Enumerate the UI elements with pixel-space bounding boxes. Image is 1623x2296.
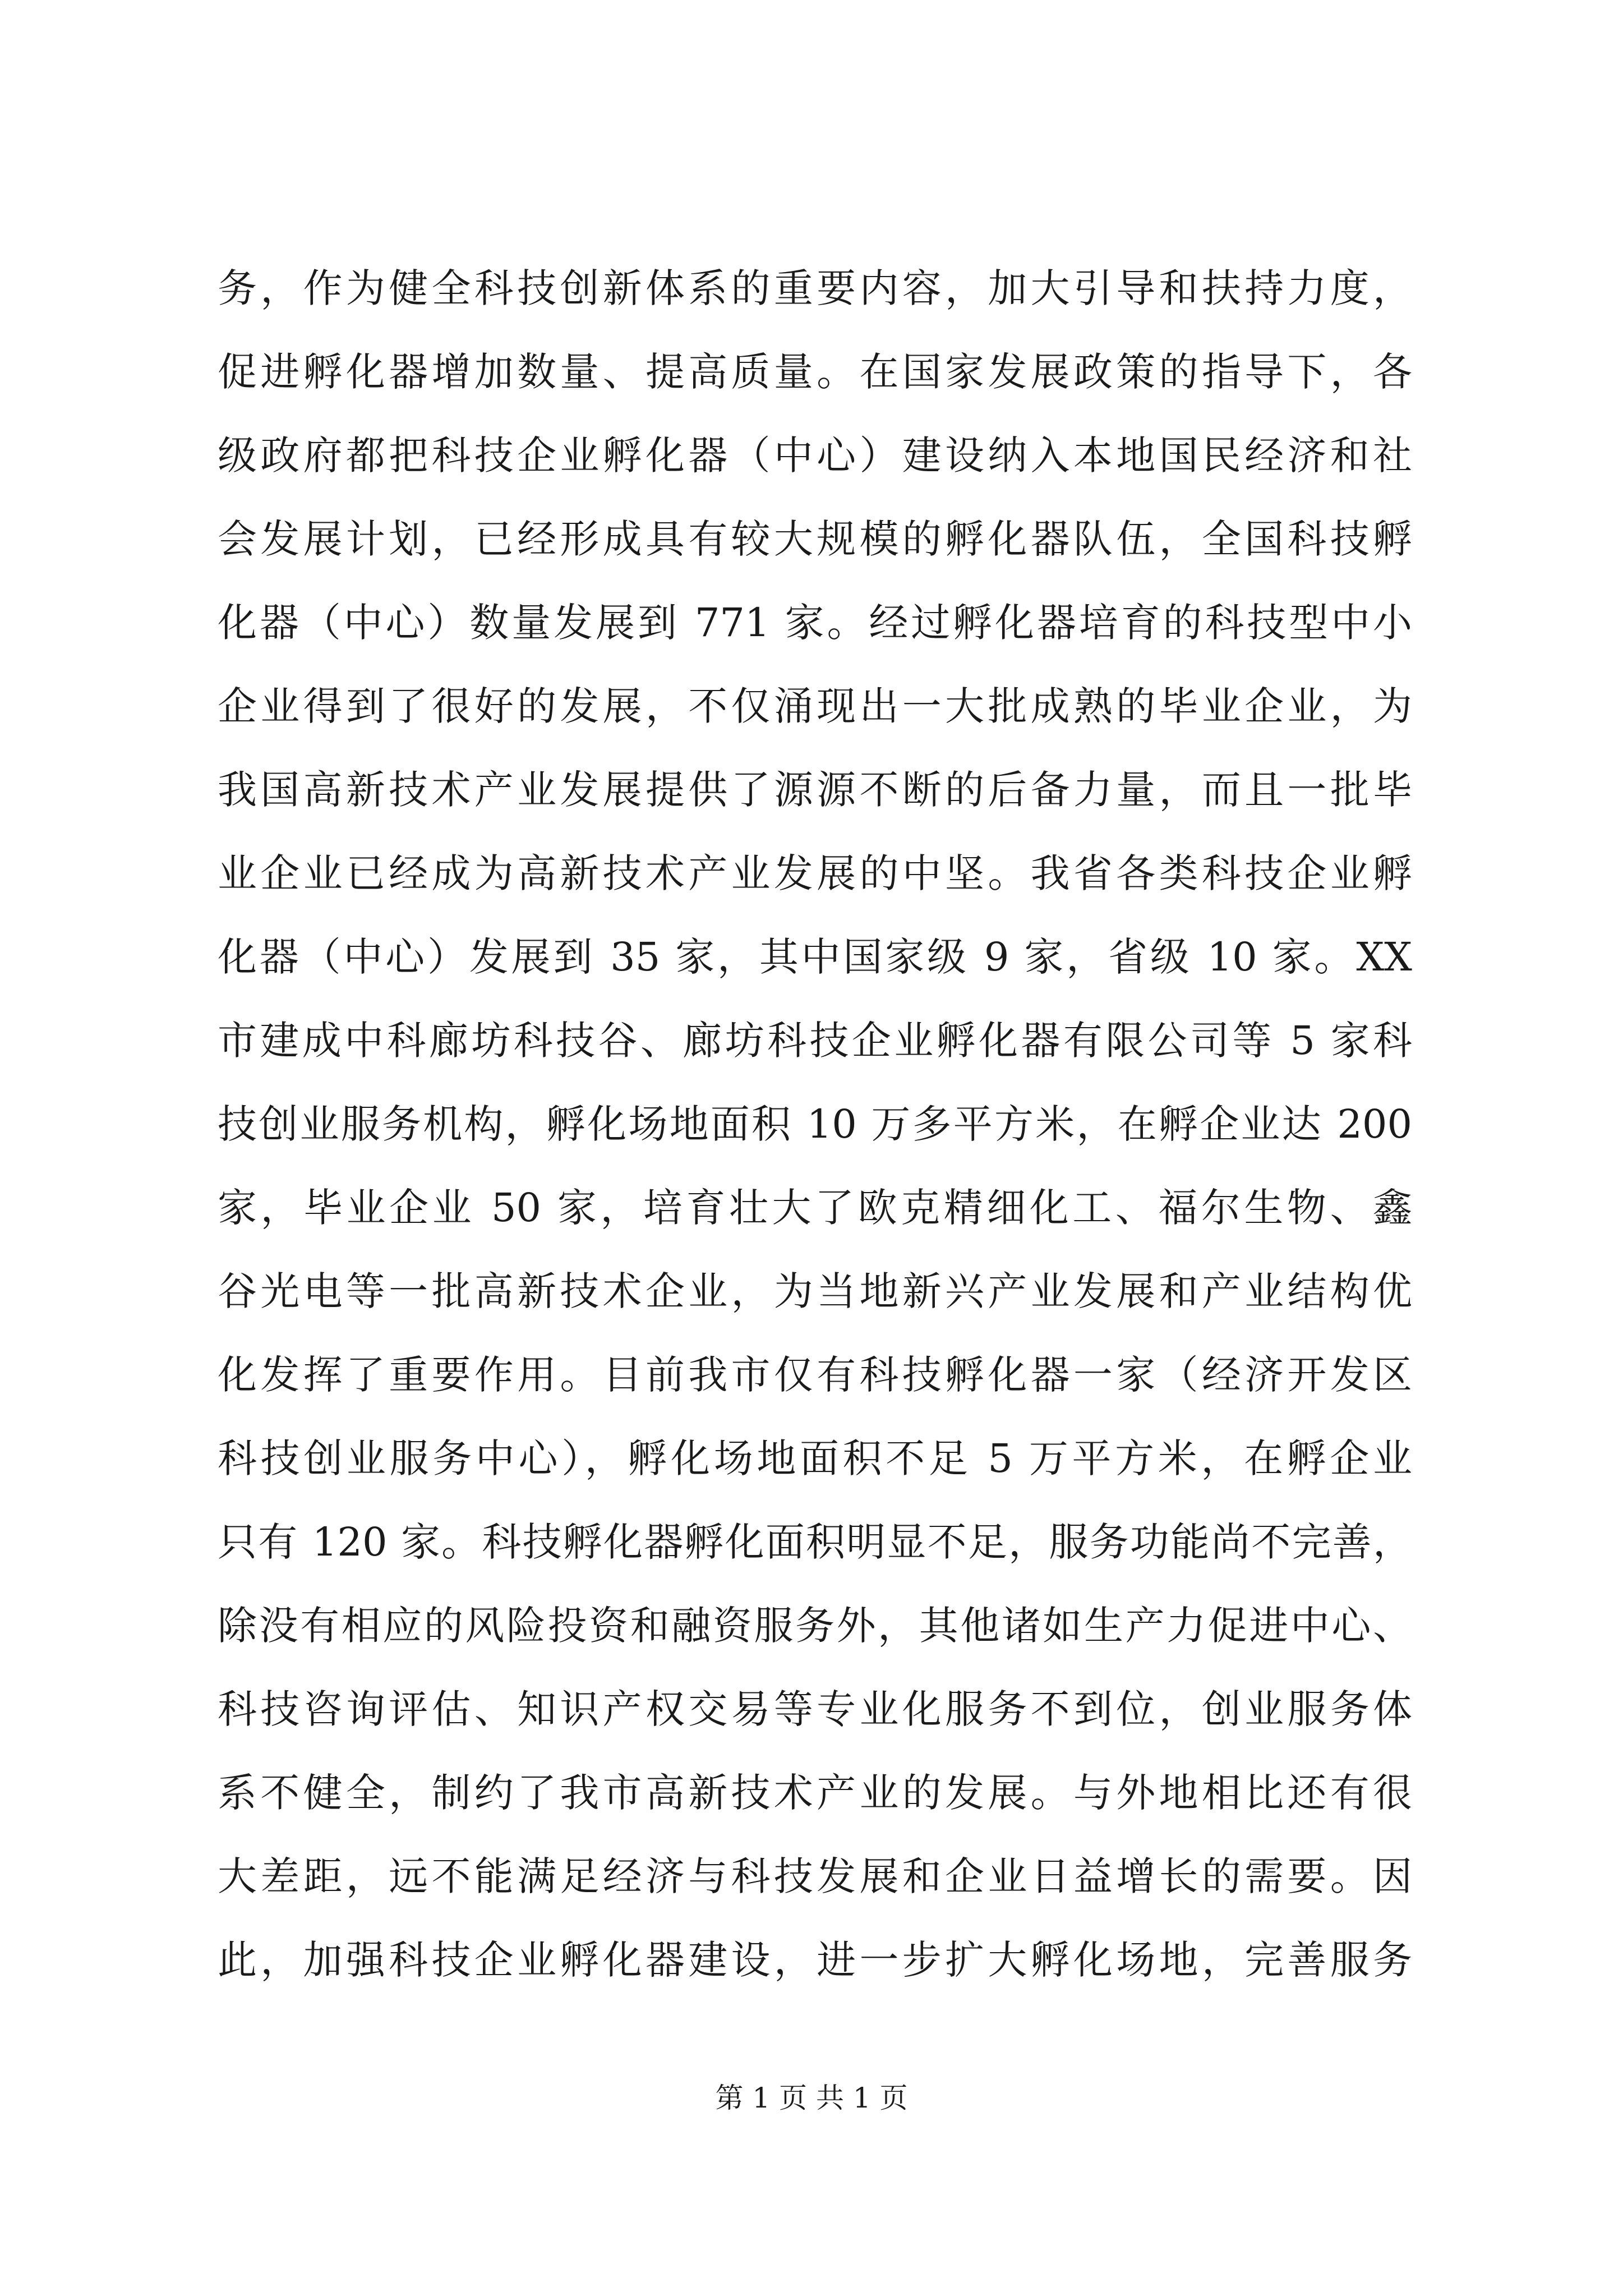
text-line: 只有 120 家。科技孵化器孵化面积明显不足，服务功能尚不完善，	[218, 1519, 1412, 1565]
text-line: 科技创业服务中心），孵化场地面积不足 5 万平方米，在孵企业	[218, 1435, 1412, 1481]
text-line: 系不健全，制约了我市高新技术产业的发展。与外地相比还有很	[218, 1770, 1412, 1816]
text-line: 促进孵化器增加数量、提高质量。在国家发展政策的指导下，各	[218, 349, 1412, 395]
text-line: 家，毕业企业 50 家，培育壮大了欧克精细化工、福尔生物、鑫	[218, 1185, 1412, 1231]
text-line: 化发挥了重要作用。目前我市仅有科技孵化器一家（经济开发区	[218, 1352, 1412, 1398]
text-line: 除没有相应的风险投资和融资服务外，其他诸如生产力促进中心、	[218, 1603, 1412, 1649]
body-paragraph	[218, 247, 1412, 2002]
page-number-footer: 第 1 页 共 1 页	[715, 2082, 908, 2114]
text-line: 化器（中心）发展到 35 家，其中国家级 9 家，省级 10 家。XX	[218, 934, 1412, 980]
text-line: 市建成中科廊坊科技谷、廊坊科技企业孵化器有限公司等 5 家科	[218, 1018, 1412, 1064]
text-line: 企业得到了很好的发展，不仅涌现出一大批成熟的毕业企业，为	[218, 683, 1412, 729]
text-line: 技创业服务机构，孵化场地面积 10 万多平方米，在孵企业达 200	[218, 1101, 1412, 1147]
text-line: 业企业已经成为高新技术产业发展的中坚。我省各类科技企业孵	[218, 850, 1412, 896]
text-line: 会发展计划，已经形成具有较大规模的孵化器队伍，全国科技孵	[218, 516, 1412, 562]
text-line: 大差距，远不能满足经济与科技发展和企业日益增长的需要。因	[218, 1853, 1412, 1899]
text-line: 务，作为健全科技创新体系的重要内容，加大引导和扶持力度，	[218, 265, 1412, 311]
text-line: 此，加强科技企业孵化器建设，进一步扩大孵化场地，完善服务	[218, 1937, 1412, 1983]
text-line: 级政府都把科技企业孵化器（中心）建设纳入本地国民经济和社	[218, 432, 1412, 478]
text-line: 我国高新技术产业发展提供了源源不断的后备力量，而且一批毕	[218, 767, 1412, 813]
text-line: 化器（中心）数量发展到 771 家。经过孵化器培育的科技型中小	[218, 600, 1412, 646]
text-line: 谷光电等一批高新技术企业，为当地新兴产业发展和产业结构优	[218, 1268, 1412, 1314]
text-line: 科技咨询评估、知识产权交易等专业化服务不到位，创业服务体	[218, 1686, 1412, 1732]
